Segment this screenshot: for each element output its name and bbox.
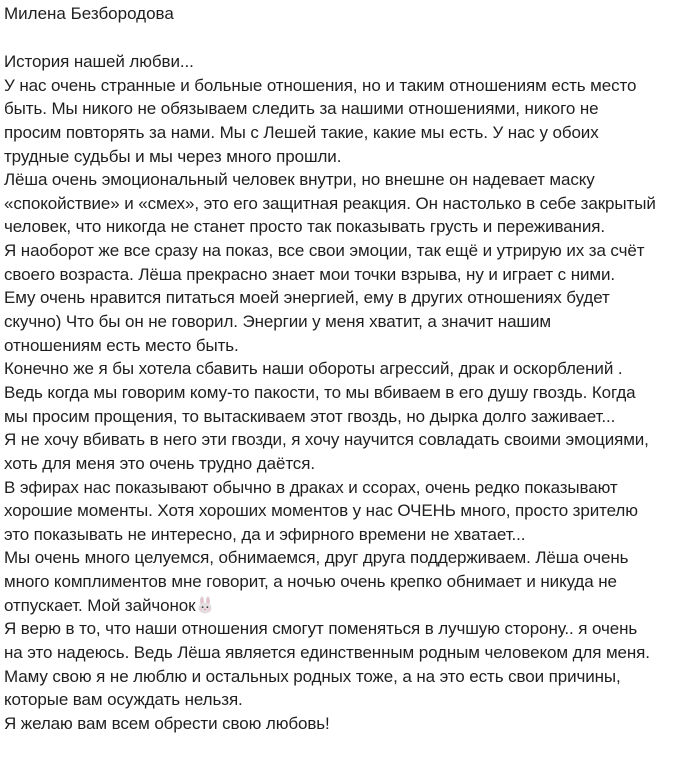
text-line: человек, что никогда не станет просто так показывать грусть и переживания. (4, 217, 605, 237)
post-body (4, 50, 694, 736)
text-line: Маму свою я не люблю и остальных родных тоже, а на это есть свои причины, (4, 666, 621, 686)
text-line: трудные судьбы и мы через много прошли. (4, 146, 342, 166)
text-line: быть. Мы никого не обязываем следить за нашими отношениями, никого не (4, 99, 599, 119)
text-line: хорошие моменты. Хотя хороших моментов у нас ОЧЕНЬ много, просто зрителю (4, 501, 638, 521)
text-line: это показывать не интересно, да и эфирного времени не хватает... (4, 524, 526, 544)
text-line: У нас очень странные и больные отношения, но и таким отношениям есть место (4, 75, 637, 95)
text-line: отпускает. Мой зайчонок (4, 595, 196, 615)
text-line: Ведь когда мы говорим кому-то пакости, то мы вбиваем в его душу гвоздь. Когда (4, 382, 636, 402)
author-name: Милена Безбородова (4, 4, 174, 23)
rabbit-face-icon (196, 596, 214, 614)
text-line: Конечно же я бы хотела сбавить наши обороты агрессий, драк и оскорблений . (4, 359, 623, 379)
text-line: Ему очень нравится питаться моей энергией, ему в других отношениях будет (4, 288, 610, 308)
text-line: скучно) Что бы он не говорил. Энергии у меня хватит, а значит нашим (4, 312, 551, 332)
text-line: Я не хочу вбивать в него эти гвозди, я хочу научится совладать своими эмоциями, (4, 430, 649, 450)
text-line: много комплиментов мне говорит, а ночью очень крепко обнимает и никуда не (4, 572, 617, 592)
text-line: Я желаю вам всем обрести свою любовь! (4, 713, 330, 733)
text-line: Лёша очень эмоциональный человек внутри, но внешне он надевает маску (4, 170, 595, 190)
text-line: которые вам осуждать нельзя. (4, 690, 243, 710)
text-line: просим повторять за нами. Мы с Лешей такие, какие мы есть. У нас у обоих (4, 122, 599, 142)
text-line: хоть для меня это очень трудно даётся. (4, 453, 315, 473)
text-line: отношениям есть место быть. (4, 335, 239, 355)
text-line: Мы очень много целуемся, обнимаемся, друг друга поддерживаем. Лёша очень (4, 548, 629, 568)
text-line: История нашей любви... (4, 52, 194, 71)
text-line: мы просим прощения, то вытаскиваем этот гвоздь, но дырка долго заживает... (4, 406, 616, 426)
text-line: Я верю в то, что наши отношения смогут поменяться в лучшую сторону.. я очень (4, 619, 638, 639)
post (4, 2, 694, 736)
text-line: «спокойствие» и «смех», это его защитная реакция. Он настолько в себе закрытый (4, 193, 656, 213)
text-line: своего возраста. Лёша прекрасно знает мои точки взрыва, ну и играет с ними. (4, 264, 616, 284)
text-line: на это надеюсь. Ведь Лёша является единственным родным человеком для меня. (4, 643, 650, 663)
text-line-with-emoji (4, 594, 694, 618)
text-line: В эфирах нас показывают обычно в драках и ссорах, очень редко показывают (4, 477, 618, 497)
text-line: Я наоборот же все сразу на показ, все свои эмоции, так ещё и утрирую их за счёт (4, 241, 645, 261)
